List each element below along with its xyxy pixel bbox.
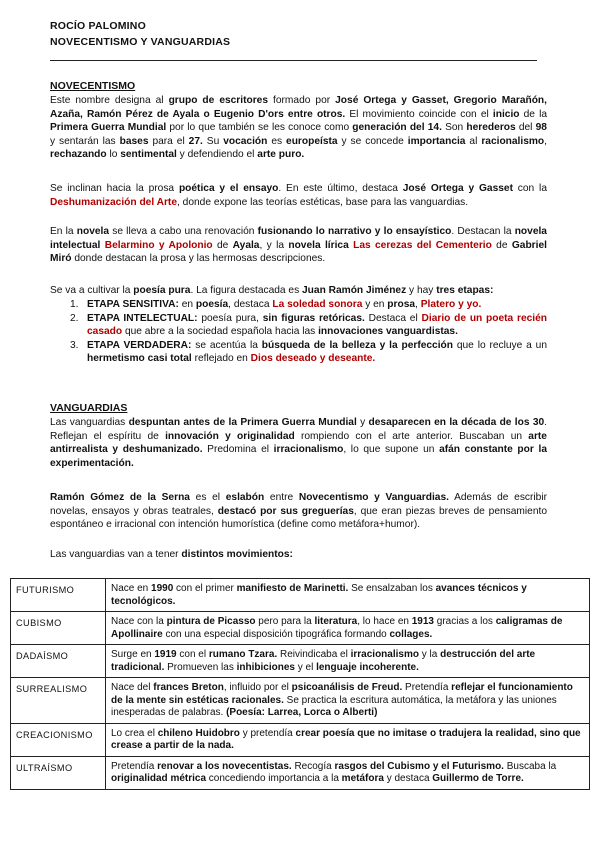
movement-name: CREACIONISMO (11, 723, 106, 756)
paragraph-gomez-serna: Ramón Gómez de la Serna es el eslabón entre Novecentismo y Vanguardias. Además de escribir novelas, ensayos y obras teatrales, destacó por sus greguerías, que eran piezas breves de pensamiento espontáneo e irracional con intención humorística (define como metáfora+humor). (50, 492, 547, 530)
paragraph-novela: En la novela se lleva a cabo una renovación fusionando lo narrativo y lo ensayístico. Destacan la novela intelectual Belarmino y Apolonio de Ayala, y la novela lírica Las cerezas del Cementerio de Gabriel Miró donde destacan la prosa y las hermosas descripciones. (50, 226, 547, 264)
list-item: 1. ETAPA SENSITIVA: en poesía, destaca La soledad sonora y en prosa, Platero y yo. (70, 299, 482, 310)
table-row (11, 678, 590, 724)
movement-name: SURREALISMO (11, 678, 106, 724)
movement-description: Nace en 1990 con el primer manifiesto de Marinetti. Se ensalzaban los avances técnicos y tecnológicos. (106, 579, 590, 612)
table-row (11, 723, 590, 756)
list-item: 2. ETAPA INTELECTUAL: poesía pura, sin figuras retóricas. Destaca el Diario de un poeta recién casado que abre a la sociedad española hacia las innovaciones vanguardistas. (70, 312, 548, 337)
paragraph-prosa-ensayo: Se inclinan hacia la prosa poética y el ensayo. En este último, destaca José Ortega y Gasset con la Deshumanización del Arte, donde expone las teorías estéticas, base para las vanguardias. (50, 183, 547, 208)
movement-description: Nace con la pintura de Picasso pero para la literatura, lo hace en 1913 gracias a los caligramas de Apollinaire con una especial disposición tipográfica formando collages. (106, 612, 590, 645)
paragraph-movimientos-intro: Las vanguardias van a tener distintos movimientos: (50, 549, 293, 560)
table-row (11, 756, 590, 789)
section-title-vanguardias: VANGUARDIAS (50, 402, 128, 414)
table-row (11, 612, 590, 645)
section-title-novecentismo: NOVECENTISMO (50, 80, 136, 92)
movement-name: CUBISMO (11, 612, 106, 645)
movement-name: FUTURISMO (11, 579, 106, 612)
paragraph-poesia-pura: Se va a cultivar la poesía pura. La figura destacada es Juan Ramón Jiménez y hay tres etapas: (50, 285, 494, 296)
movement-description: Surge en 1919 con el rumano Tzara. Reivindicaba el irracionalismo y la destrucción del arte tradicional. Promueven las inhibiciones y el lenguaje incoherente. (106, 645, 590, 678)
table-row (11, 645, 590, 678)
header-divider (50, 60, 537, 61)
movement-description: Nace del frances Breton, influido por el psicoanálisis de Freud. Pretendía reflejar el funcionamiento de la mente sin estéticas racionales. Se practica la escritura automática, la metáfora y las uniones inesperadas de palabras. (Poesía: Larrea, Lorca o Alberti) (106, 678, 590, 724)
table-row (11, 579, 590, 612)
document-title: NOVECENTISMO Y VANGUARDIAS (50, 36, 231, 48)
list-item: 3. ETAPA VERDADERA: se acentúa la búsqueda de la belleza y la perfección que lo recluye a un hermetismo casi total reflejado en Dios deseado y deseante. (70, 339, 548, 364)
movement-description: Lo crea el chileno Huidobro y pretendía crear poesía que no imitase o tradujera la realidad, sino que crease a partir de la nada. (106, 723, 590, 756)
paragraph-vanguardias-intro: Las vanguardias despuntan antes de la Primera Guerra Mundial y desaparecen en la década de los 30. Reflejan el espíritu de innovación y originalidad rompiendo con el arte anterior. Buscaban un arte antirrealista y deshumanizado. Predomina el irracionalismo, lo que supone un afán constante por la experimentación. (50, 417, 547, 469)
movement-description: Pretendía renovar a los novecentistas. Recogía rasgos del Cubismo y el Futurismo. Buscaba la originalidad métrica concediendo importancia a la metáfora y destaca Guillermo de Torre. (106, 756, 590, 789)
movements-table (10, 578, 590, 790)
author-name: ROCÍO PALOMINO (50, 20, 146, 32)
stages-list (50, 298, 547, 366)
movement-name: DADAÍSMO (11, 645, 106, 678)
movement-name: ULTRAÍSMO (11, 756, 106, 789)
paragraph-novecentismo-intro: Este nombre designa al grupo de escritores formado por José Ortega y Gasset, Gregorio Marañón, Azaña, Ramón Pérez de Ayala o Eugenio D'ors entre otros. El movimiento coincide con el inicio de la Primera Guerra Mundial por lo que también se les conoce como generación del 14. Son herederos del 98 y sentarán las bases para el 27. Su vocación es europeísta y se concede importancia al racionalismo, rechazando lo sentimental y defendiendo el arte puro. (50, 95, 548, 160)
